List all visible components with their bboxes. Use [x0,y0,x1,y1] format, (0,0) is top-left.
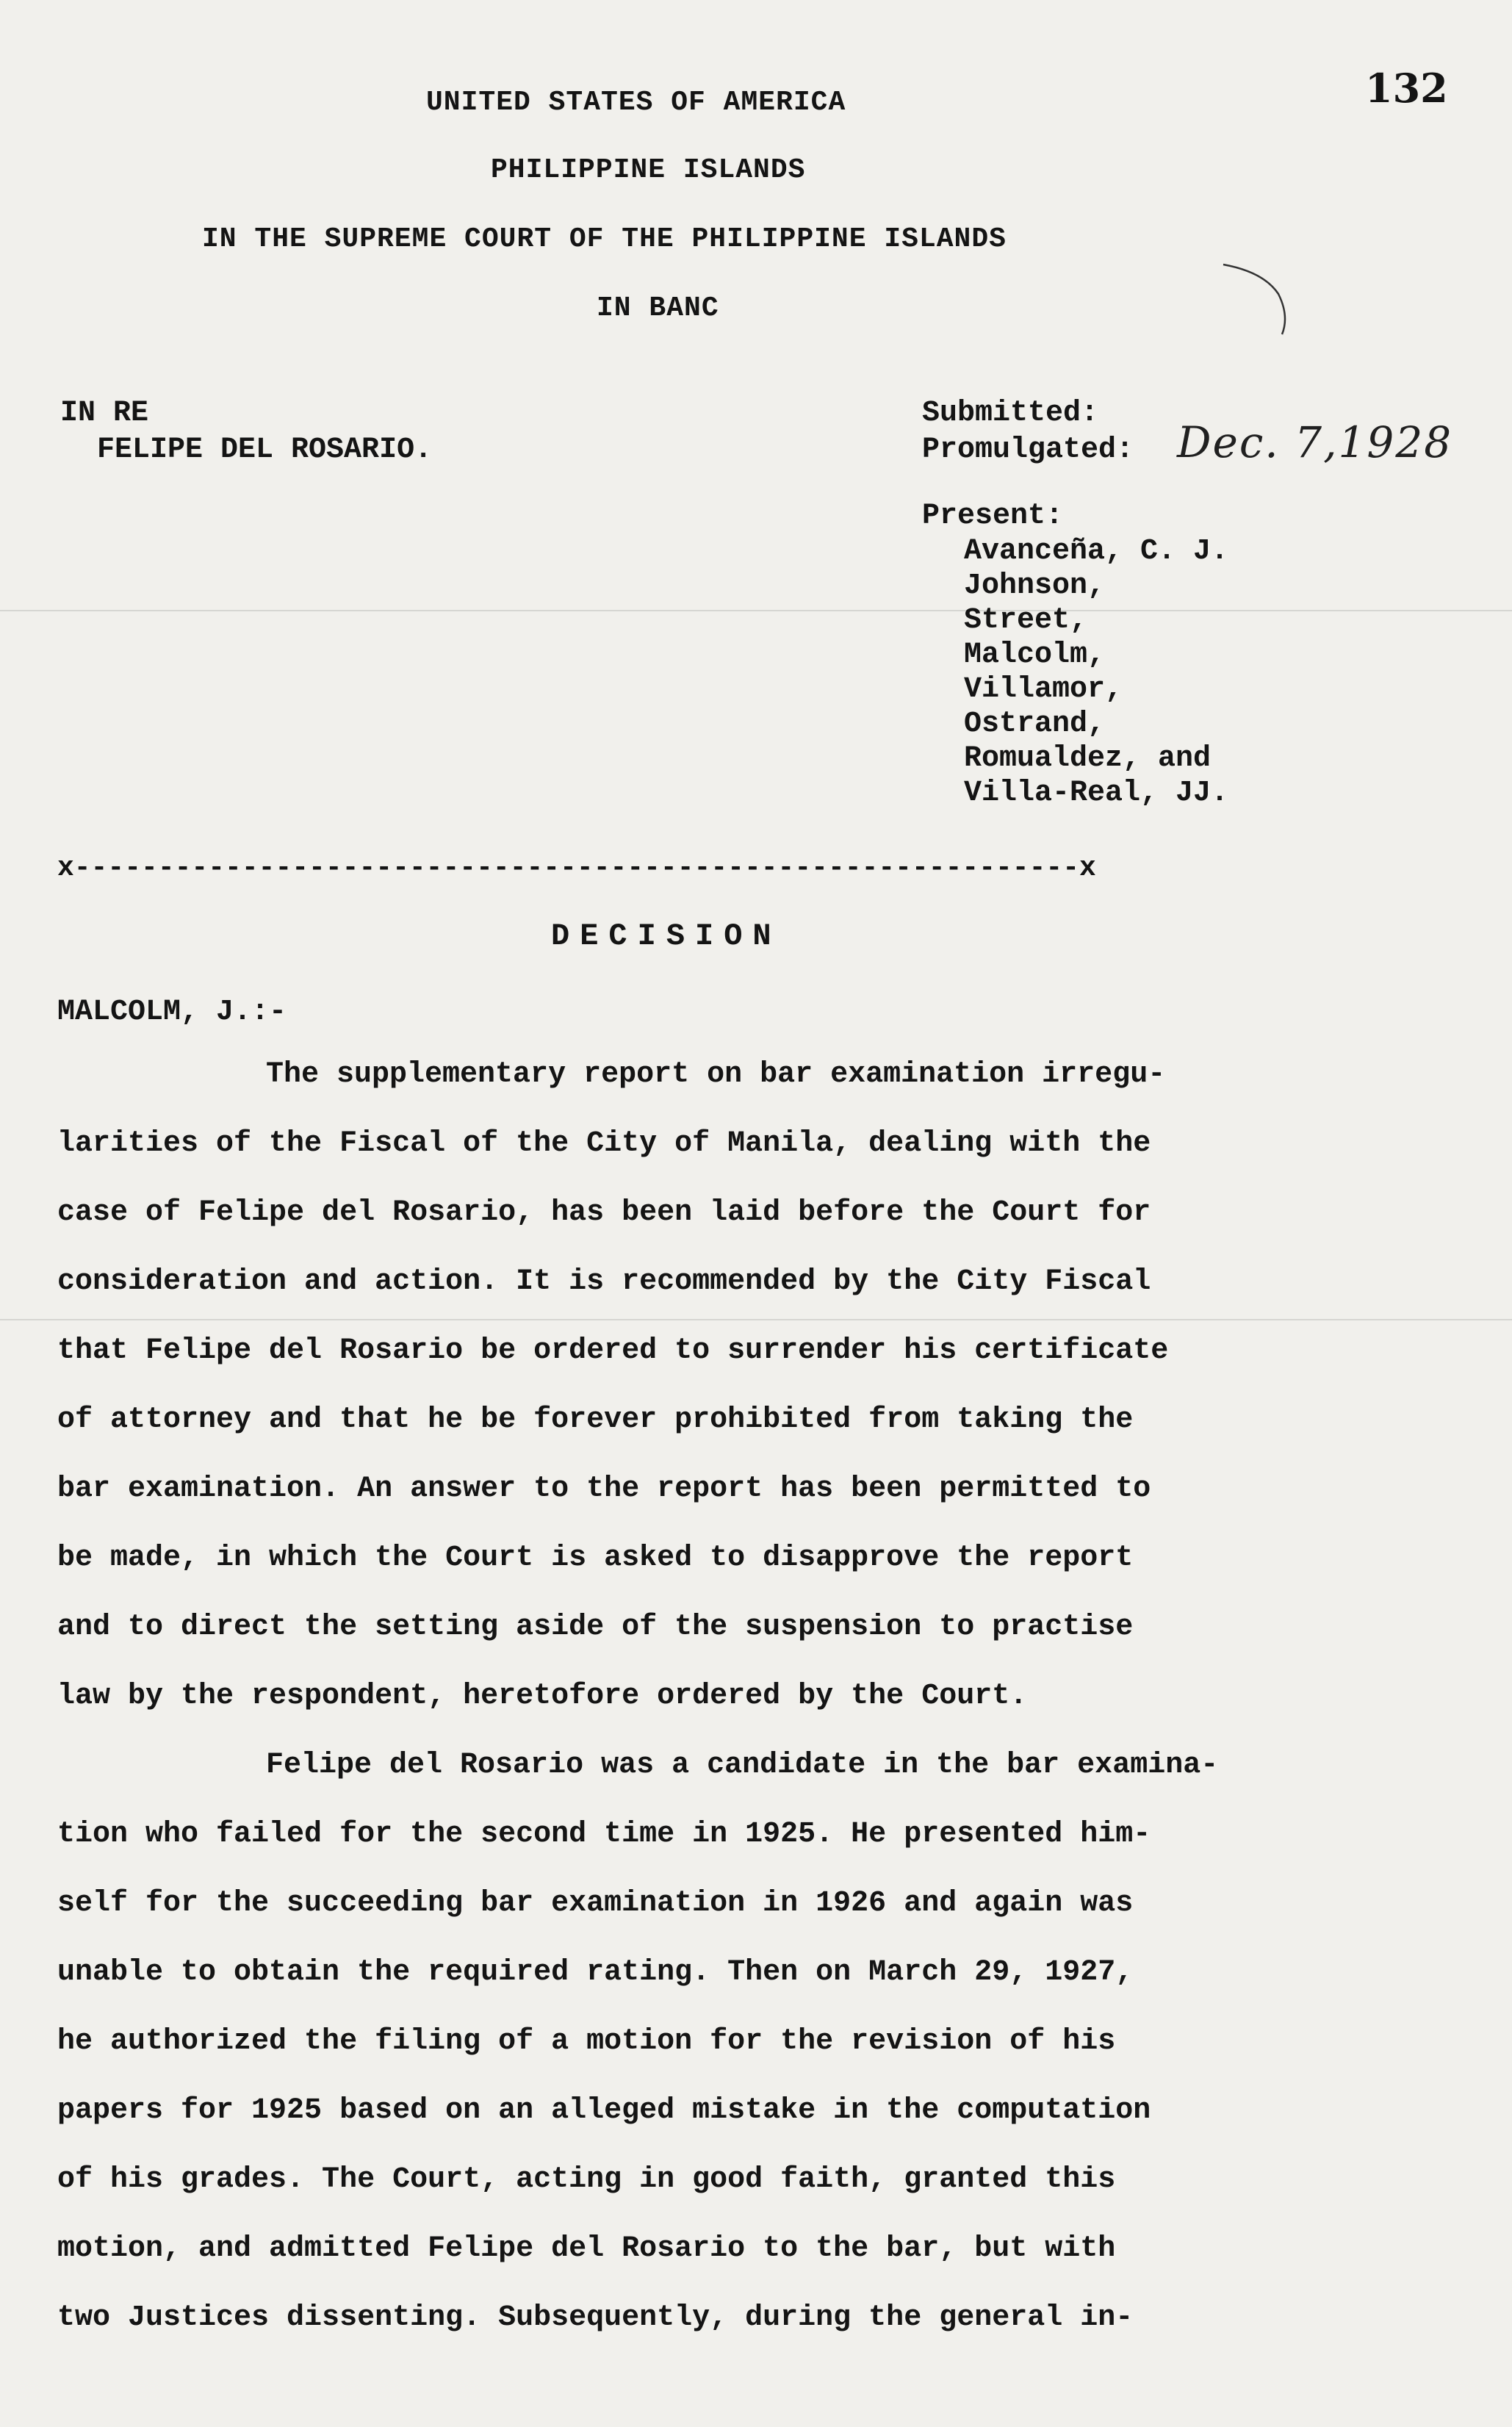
pen-mark-icon [1220,257,1300,338]
body-line: two Justices dissenting. Subsequently, during the general in- [57,2301,1134,2334]
body-line: Felipe del Rosario was a candidate in the bar examina- [266,1749,1219,1782]
fold-line [0,1319,1512,1320]
justices-list [964,534,1228,810]
body-line: consideration and action. It is recommended by the City Fiscal [57,1265,1151,1298]
body-line: of his grades. The Court, acting in good faith, granted this [57,2163,1116,2196]
body-line: self for the succeeding bar examination in 1926 and again was [57,1887,1134,1920]
justice-name: Johnson, [964,569,1106,603]
justice-name: Ostrand, [964,708,1106,741]
body-line: The supplementary report on bar examination irregu- [266,1058,1166,1091]
justice-name: Street, [964,604,1088,637]
fold-line [0,610,1512,611]
present-label: Present: [922,500,1064,533]
justice-name: Malcolm, [964,639,1106,672]
caption-in-re: IN RE [60,397,149,430]
body-line: bar examination. An answer to the report has been permitted to [57,1473,1151,1506]
body-line: tion who failed for the second time in 1925. He presented him- [57,1818,1151,1851]
decision-title: DECISION [551,918,782,954]
caption-party: FELIPE DEL ROSARIO. [97,434,433,467]
header-court: IN THE SUPREME COURT OF THE PHILIPPINE ISLANDS [202,223,1007,255]
body-line: and to direct the setting aside of the suspension to practise [57,1611,1134,1644]
header-banc: IN BANC [597,292,719,324]
justice-name: Villamor, [964,673,1123,706]
body-line: larities of the Fiscal of the City of Manila, dealing with the [57,1127,1151,1160]
submitted-label: Submitted: [922,397,1099,430]
separator-line: x------------------------------------------------------------x [57,852,1096,884]
justice-name: Romualdez, and [964,742,1212,775]
justice-name: Villa-Real, JJ. [964,777,1229,810]
body-line: unable to obtain the required rating. Then on March 29, 1927, [57,1956,1134,1989]
page-number: 132 [1365,65,1448,112]
promulgated-label: Promulgated: [922,434,1134,467]
decision-author: MALCOLM, J.:- [57,996,287,1029]
body-line: papers for 1925 based on an alleged mistake in the computation [57,2094,1151,2127]
justice-name: Avanceña, C. J. [964,535,1229,568]
body-line: case of Felipe del Rosario, has been laid before the Court for [57,1196,1151,1229]
body-line: motion, and admitted Felipe del Rosario to the bar, but with [57,2232,1116,2265]
header-islands: PHILIPPINE ISLANDS [491,154,806,186]
body-line: he authorized the filing of a motion for the revision of his [57,2025,1116,2058]
header-country: UNITED STATES OF AMERICA [426,87,846,118]
promulgated-date-handwritten: Dec. 7,1928 [1177,417,1453,467]
body-line: law by the respondent, heretofore ordered by the Court. [57,1680,1028,1713]
body-line: of attorney and that he be forever prohibited from taking the [57,1403,1134,1437]
body-line: that Felipe del Rosario be ordered to surrender his certificate [57,1334,1169,1367]
body-line: be made, in which the Court is asked to disapprove the report [57,1542,1134,1575]
